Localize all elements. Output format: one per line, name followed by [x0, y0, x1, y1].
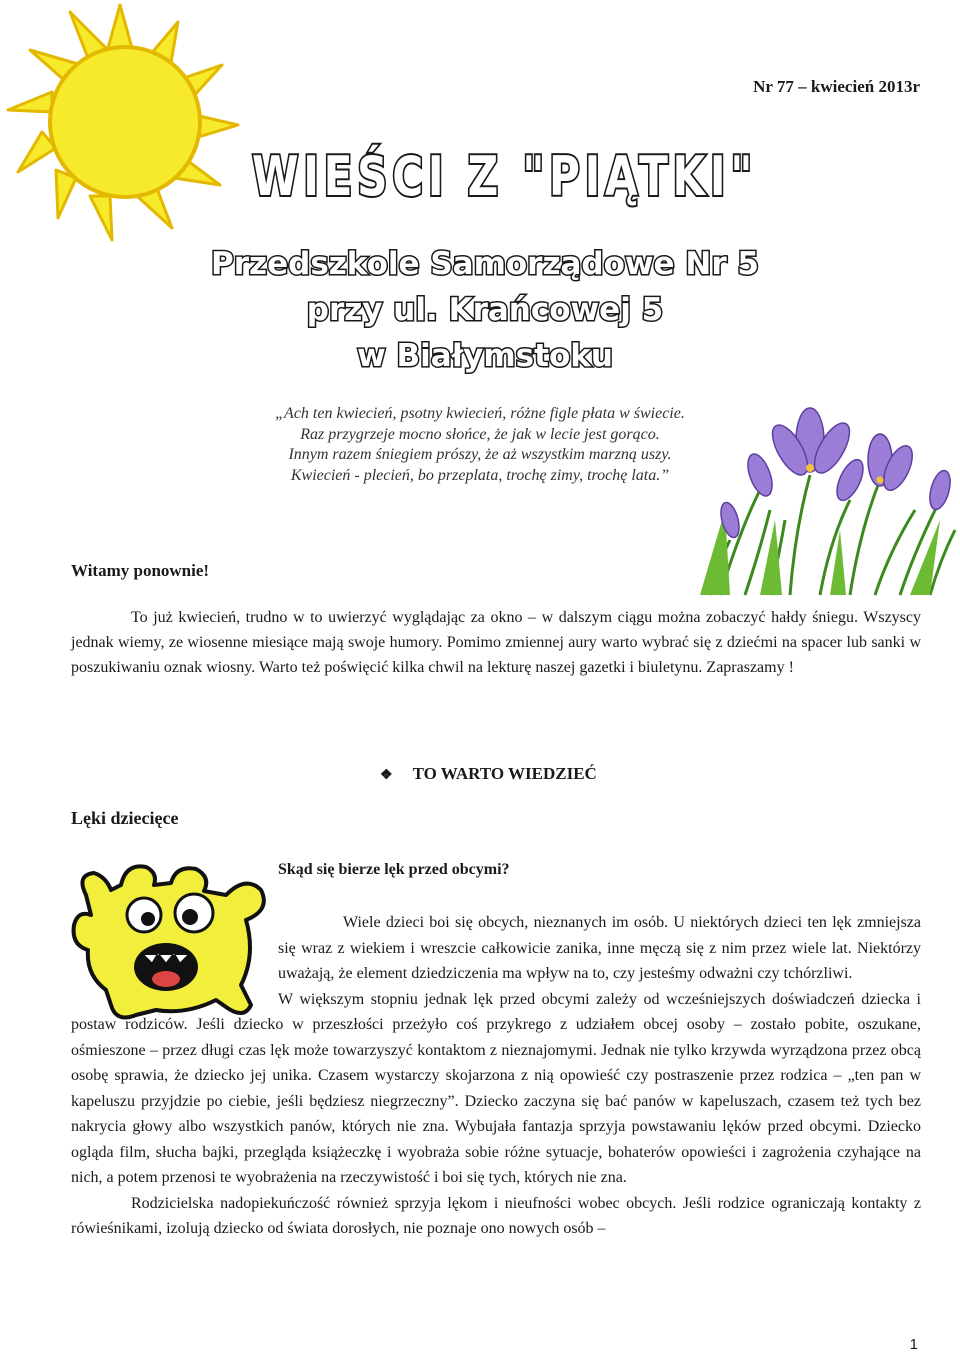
- topic-heading: Lęki dziecięce: [71, 808, 179, 828]
- article-paragraph-1: Wiele dzieci boi się obcych, nieznanych im osób. U niektórych dzieci ten lęk zmniejsza się wraz z wiekiem i wreszcie całkowicie zanika, inne męczą się z nim przez wiele lat. Niektórzy uważają, że element dziedziczenia ma wpływ na to, czy jesteśmy odważni czy tchórzliwi.: [278, 914, 921, 982]
- page-number: 1: [909, 1336, 918, 1353]
- subtitle-line-3: w Białymstoku: [357, 338, 613, 374]
- poem-line: Kwiecień - plecień, bo przeplata, trochę zimy, trochę lata.”: [290, 466, 670, 484]
- article-paragraph-2: W większym stopniu jednak lęk przed obcymi zależy od wcześniejszych doświadczeń dziecka i postaw rodziców. Jeśli dziecko w przeszłości przeżyło coś przykrego z udziałem obcej osoby – zostało pobite, oszukane, ośmieszone – przez długi czas lęk może towarzyszyć kontaktom z nieznajomymi. Jednak nie tylko krzywda wyrządzona przez obcą osobę sprawia, że dziecko jej unika. Czasem wystarczy skojarzona z nią opowieść czy postraszenie przez rodzica – „ten pan w kapeluszu przyjdzie po ciebie, jeśli będziesz niegrzeczny”. Dziecko zaczyna się bać panów w kapeluszach, czasem też tych bez nakrycia głowy albo wszystkich panów, których nie zna. Wybujała fantazja sprzyja powstawaniu lęków przed obcymi. Dziecko ogląda film, słucha bajki, przegląda książeczkę i wyobraża sobie różne sytuacje, bohaterów opowieści i zagrożenia czyhające na nich, a potem przenosi te wyobrażenia na rzeczywistość i boi się tych, których nie zna.: [71, 990, 921, 1186]
- intro-paragraph: To już kwiecień, trudno w to uwierzyć wyglądając za okno – w dalszym ciągu można zobaczyć hałdy śniegu. Wszyscy jednak wiemy, ze wiosenne miesiące mają swoje humory. Pomimo zmiennej aury warto wybrać się z dziećmi na spacer lub sanki w poszukiwaniu oznak wiosny. Warto też poświęcić kilka chwil na lekturę naszej gazetki i biuletynu. Zapraszamy !: [71, 609, 921, 676]
- diamond-bullet-icon: ❖: [380, 768, 393, 783]
- welcome-heading: Witamy ponownie!: [71, 561, 210, 580]
- poem-line: „Ach ten kwiecień, psotny kwiecień, różne figle płata w świecie.: [275, 405, 685, 422]
- section-heading: [380, 764, 597, 784]
- subtitle-block: [211, 240, 759, 380]
- poem-line: Innym razem śniegiem prószy, że aż wszystkim marzną uszy.: [288, 446, 672, 463]
- subtitle-line-1: Przedszkole Samorządowe Nr 5: [211, 246, 759, 282]
- article-body: [71, 910, 921, 1242]
- newsletter-title: [248, 140, 768, 220]
- intro-text: [71, 605, 921, 680]
- subtitle-line-2: przy ul. Krańcowej 5: [306, 292, 664, 328]
- sun-illustration: [0, 0, 250, 250]
- poem: [200, 404, 760, 486]
- article-paragraph-3: Rodzicielska nadopiekuńczość również sprzyja lękom i nieufności wobec obcych. Jeśli rodzice ograniczają kontakty z rówieśnikami, izolują dziecko od świata dorosłych, nie poznaje ono nowych osób –: [71, 1194, 921, 1237]
- poem-line: Raz przygrzeje mocno słońce, że jak w lecie jest gorąco.: [300, 425, 660, 443]
- newsletter-title-text: WIEŚCI Z "PIĄTKI": [252, 145, 757, 208]
- section-heading-text: TO WARTO WIEDZIEĆ: [412, 764, 597, 783]
- crocus-flowers-illustration: [700, 380, 960, 595]
- article-question-heading: Skąd się bierze lęk przed obcymi?: [278, 861, 510, 878]
- issue-number: Nr 77 – kwiecień 2013r: [753, 77, 920, 96]
